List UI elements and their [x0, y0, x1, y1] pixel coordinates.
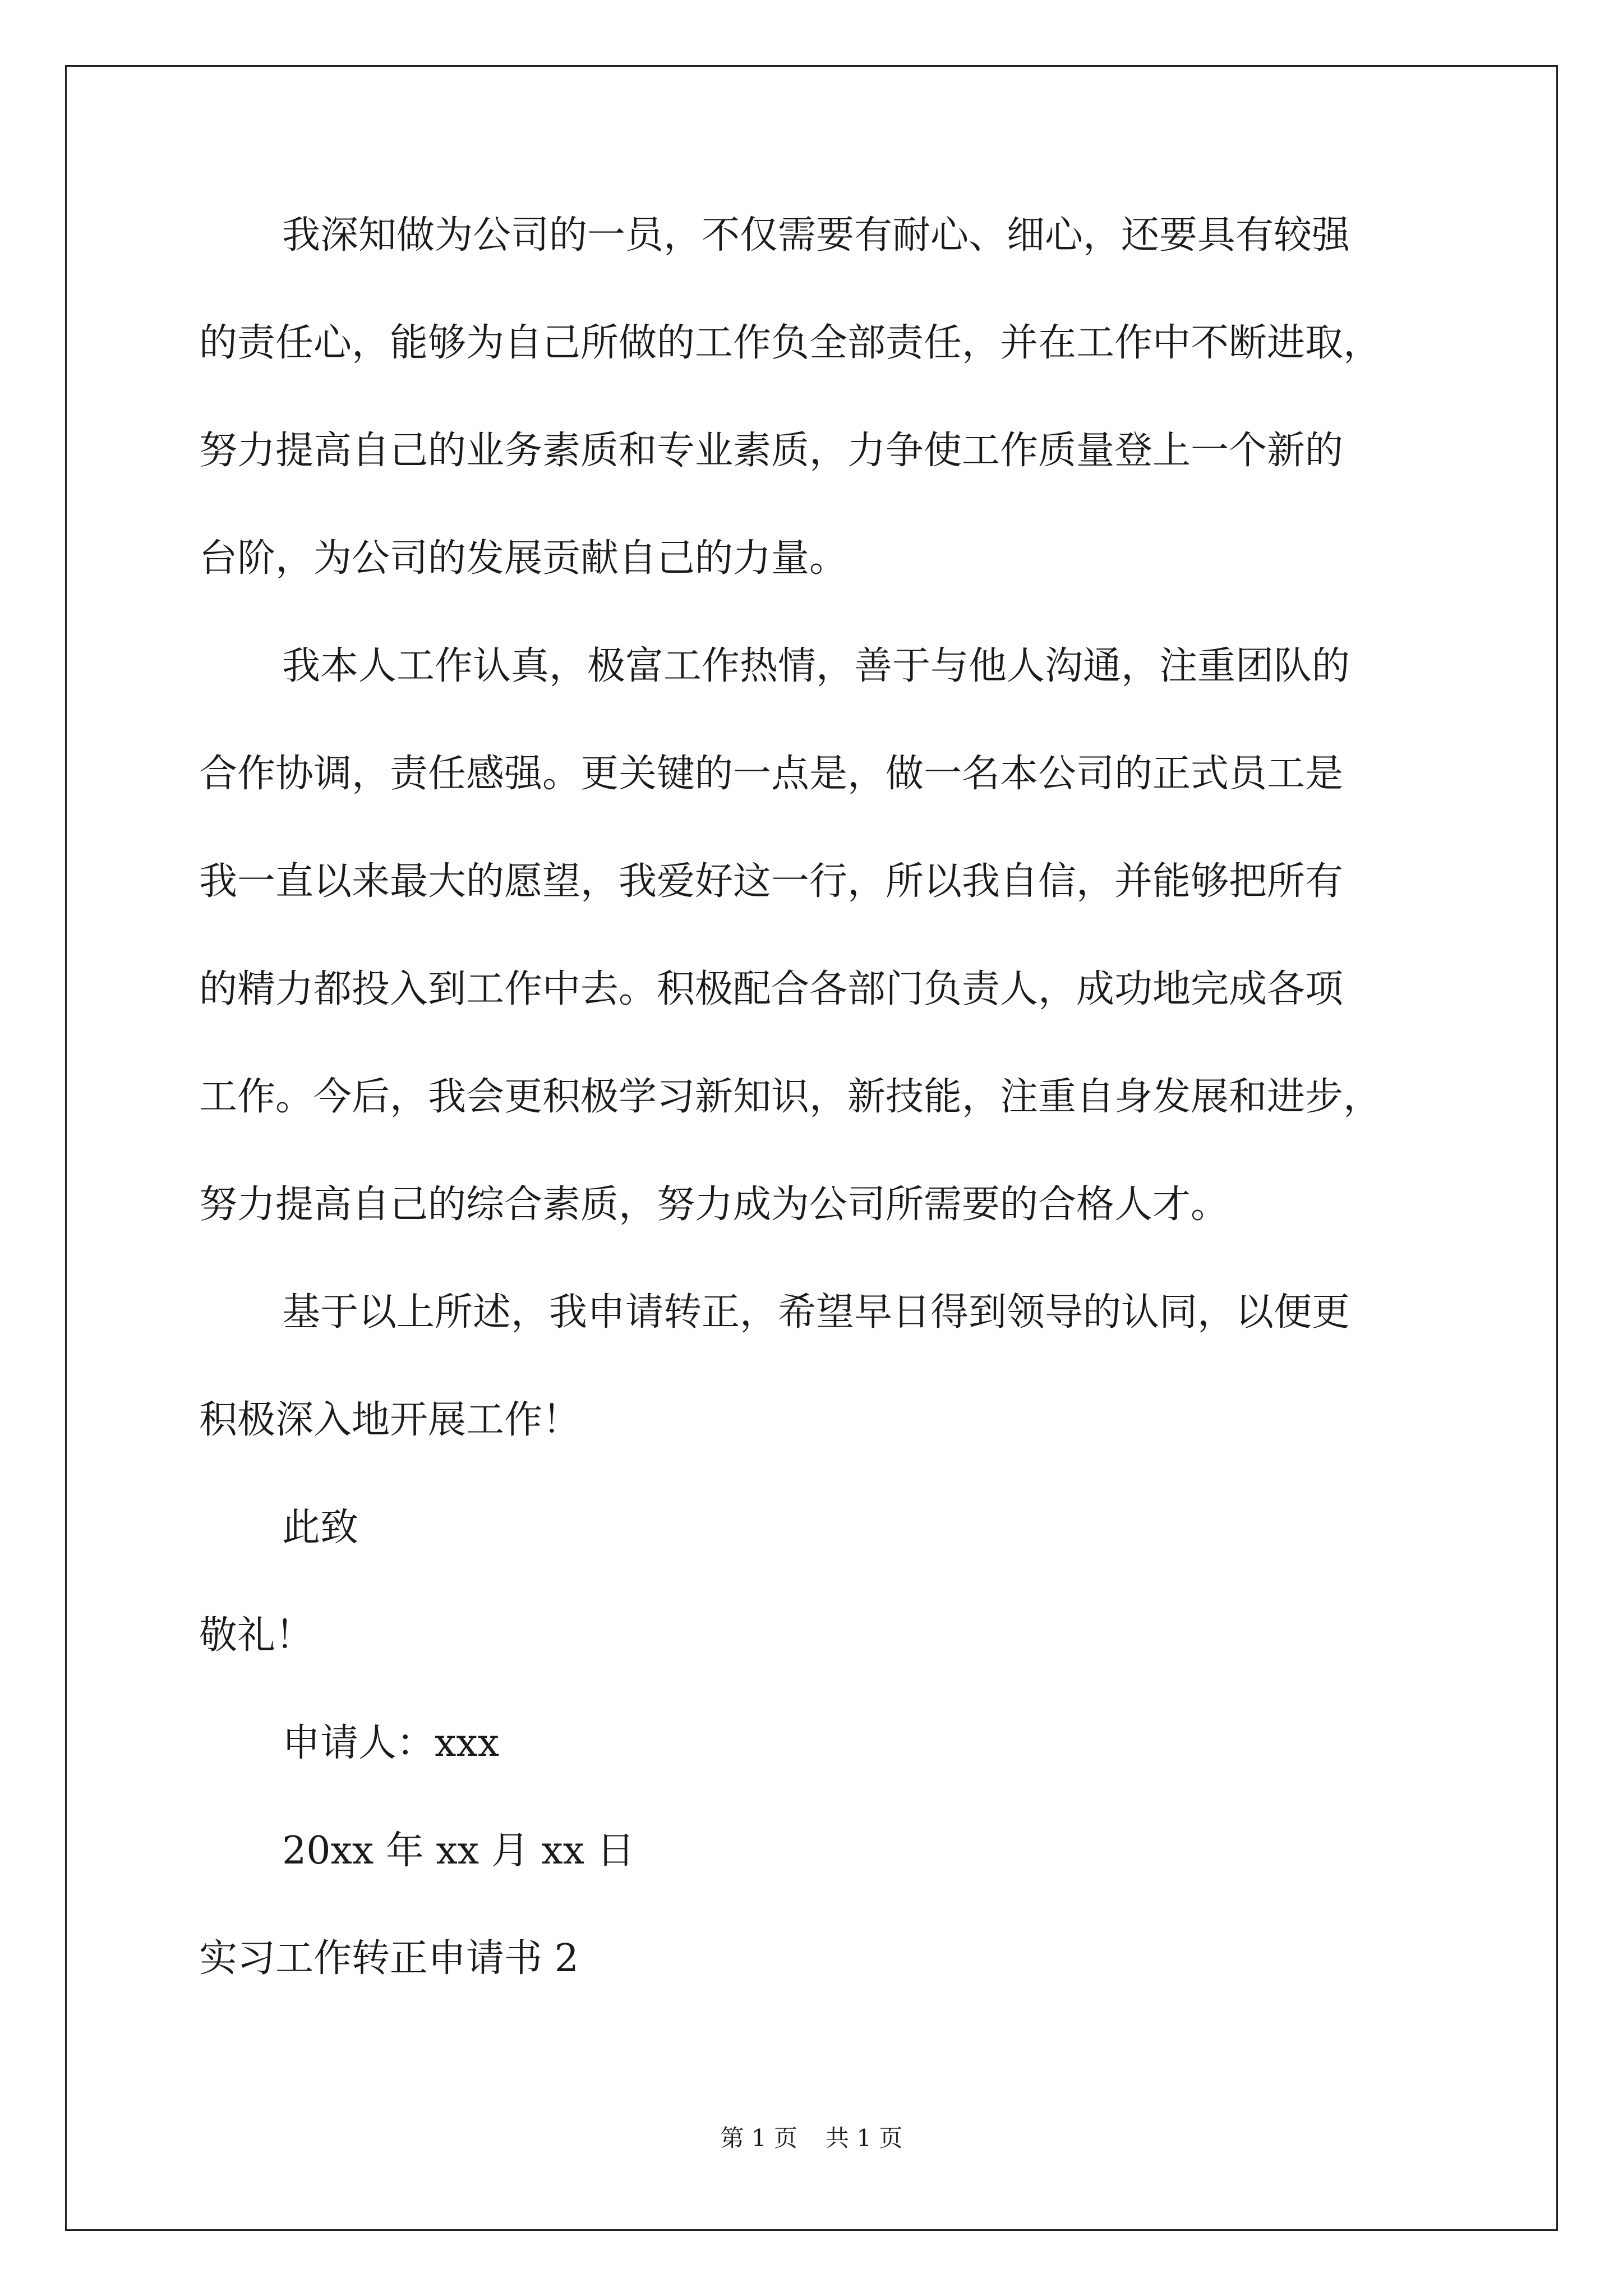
paragraph-3-line-2: 积极深入地开展工作！ [199, 1398, 581, 1442]
paragraph-2-line-5: 工作。今后，我会更积极学习新知识，新技能，注重自身发展和进步， [199, 1075, 1382, 1119]
page-footer [0, 2122, 1623, 2155]
paragraph-2-line-2: 合作协调，责任感强。更关键的一点是，做一名本公司的正式员工是 [199, 752, 1344, 796]
page-number-total: 共 1 页 [826, 2124, 903, 2152]
applicant-name: 申请人：xxx [282, 1721, 500, 1765]
paragraph-2-line-6: 努力提高自己的综合素质，努力成为公司所需要的合格人才。 [199, 1182, 1229, 1227]
paragraph-1-line-1: 我深知做为公司的一员，不仅需要有耐心、细心，还要具有较强 [282, 213, 1350, 257]
paragraph-2-line-3: 我一直以来最大的愿望，我爱好这一行，所以我自信，并能够把所有 [199, 859, 1344, 904]
salutation-regards: 敬礼！ [199, 1613, 314, 1658]
paragraph-1-line-4: 台阶，为公司的发展贡献自己的力量。 [199, 536, 848, 581]
paragraph-2-line-1: 我本人工作认真，极富工作热情，善于与他人沟通，注重团队的 [282, 644, 1350, 688]
paragraph-1-line-3: 努力提高自己的业务素质和专业素质，力争使工作质量登上一个新的 [199, 429, 1344, 473]
salutation-closing: 此致 [282, 1506, 359, 1550]
paragraph-2-line-4: 的精力都投入到工作中去。积极配合各部门负责人，成功地完成各项 [199, 967, 1344, 1011]
page-number-current: 第 1 页 [720, 2124, 797, 2152]
page-border [65, 65, 1558, 2231]
paragraph-3-line-1: 基于以上所述，我申请转正，希望早日得到领导的认同，以便更 [282, 1290, 1350, 1335]
application-date: 20xx 年 xx 月 xx 日 [282, 1829, 635, 1873]
paragraph-1-line-2: 的责任心，能够为自己所做的工作负全部责任，并在工作中不断进取， [199, 321, 1382, 365]
section-heading: 实习工作转正申请书 2 [199, 1936, 579, 1981]
